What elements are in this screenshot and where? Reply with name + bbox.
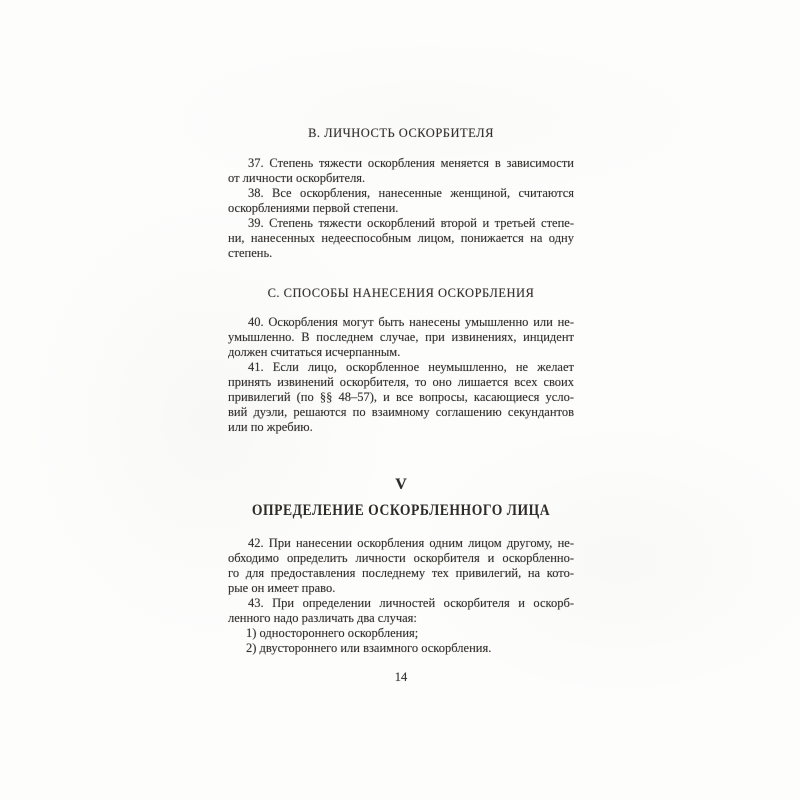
text-line: 42. При нанесении оскорбления одним лицом другому, не-: [248, 536, 574, 550]
text-line: 43. При определении личностей оскорбителя и оскорб-: [248, 596, 574, 610]
text-line: 37. Степень тяжести оскорбления меняется в зависимости: [248, 156, 574, 170]
text-line: привилегий (по §§ 48–57), и все вопросы, касающиеся усло-: [228, 390, 574, 404]
text-line: от личности оскорбителя.: [228, 171, 366, 185]
text-line: ленного надо различать два случая:: [228, 611, 417, 625]
text-line: принять извинений оскорбителя, то оно лишается всех своих: [228, 375, 574, 389]
section-b-body: [228, 156, 574, 261]
paragraph-39: [228, 216, 574, 261]
text-line: оскорблениями первой степени.: [228, 201, 399, 215]
text-line: го для предоставления последнему тех привилегий, на кото-: [228, 566, 574, 580]
text-line: вий дуэли, решаются по взаимному соглашению секундантов: [228, 405, 574, 419]
text-line: 41. Если лицо, оскорбленное неумышленно, не желает: [248, 360, 574, 374]
text-line: 40. Оскорбления могут быть нанесены умышленно или не-: [248, 315, 574, 329]
paragraph-41: [228, 360, 574, 435]
section-heading-c: С. СПОСОБЫ НАНЕСЕНИЯ ОСКОРБЛЕНИЯ: [267, 286, 535, 300]
paragraph-37: [228, 156, 574, 186]
list-item-2: 2) двустороннего или взаимного оскорбления.: [246, 641, 492, 655]
page-number: 14: [394, 670, 408, 684]
text-line: 38. Все оскорбления, нанесенные женщиной, считаются: [248, 186, 574, 200]
text-line: степень.: [228, 246, 273, 260]
text-line: или по жребию.: [228, 420, 313, 434]
chapter-body: [228, 536, 574, 656]
text-line: обходимо определить личности оскорбителя и оскорбленно-: [228, 551, 574, 565]
text-line: ни, нанесенных недееспособным лицом, понижается на одну: [228, 231, 574, 245]
text-line: рые он имеет право.: [228, 581, 336, 595]
chapter-number: V: [395, 476, 407, 493]
paragraph-42: [228, 536, 574, 596]
text-line: должен считаться исчерпанным.: [228, 345, 401, 359]
section-heading-b: В. ЛИЧНОСТЬ ОСКОРБИТЕЛЯ: [308, 126, 494, 140]
chapter-title: ОПРЕДЕЛЕНИЕ ОСКОРБЛЕННОГО ЛИЦА: [251, 502, 551, 519]
text-line: 39. Степень тяжести оскорблений второй и третьей степе-: [248, 216, 574, 230]
text-line: умышленно. В последнем случае, при извинениях, инцидент: [228, 330, 574, 344]
paragraph-38: [228, 186, 574, 216]
paragraph-40: [228, 315, 574, 360]
paragraph-43: [228, 596, 574, 626]
section-c-body: [228, 315, 574, 435]
list-item-1: 1) одностороннего оскорбления;: [246, 626, 419, 640]
